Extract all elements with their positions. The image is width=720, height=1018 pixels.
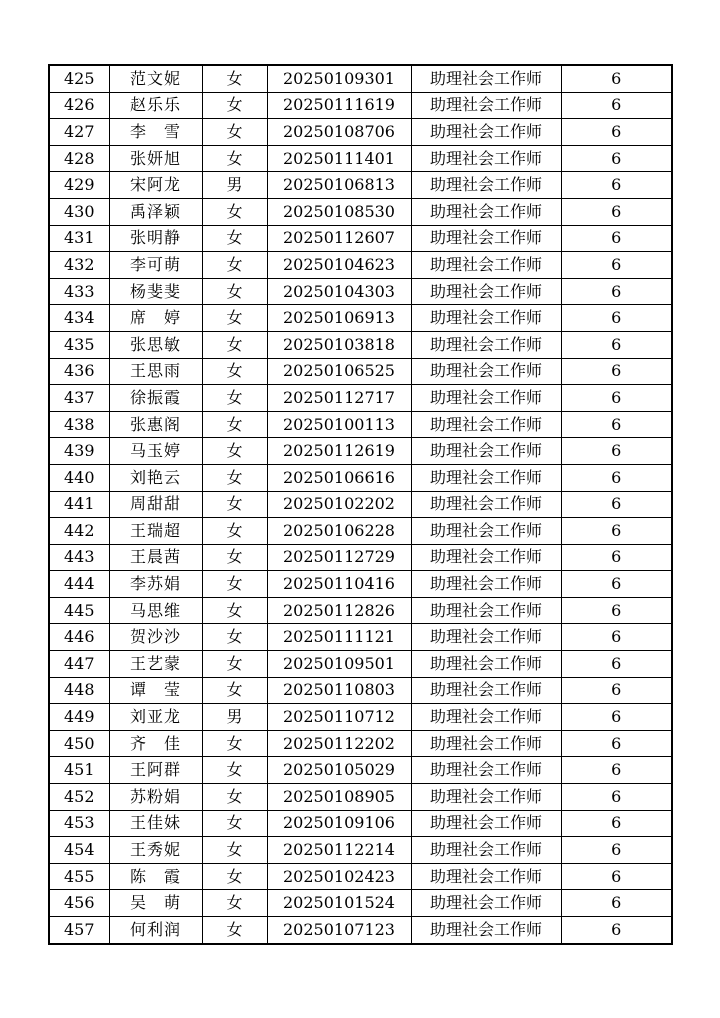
table-row xyxy=(49,571,672,598)
exam-id-cell: 20250106813 xyxy=(267,172,411,199)
row-number-cell: 447 xyxy=(49,651,109,678)
name-cell: 李 雪 xyxy=(109,119,202,146)
exam-id-cell: 20250108530 xyxy=(267,198,411,225)
row-number-cell: 438 xyxy=(49,411,109,438)
name-cell: 吴 萌 xyxy=(109,890,202,917)
exam-id-cell: 20250103818 xyxy=(267,331,411,358)
score-cell: 6 xyxy=(561,544,672,571)
gender-cell: 女 xyxy=(202,518,267,545)
table-row xyxy=(49,730,672,757)
name-cell: 王艺蒙 xyxy=(109,651,202,678)
table-row xyxy=(49,411,672,438)
exam-id-cell: 20250109301 xyxy=(267,65,411,92)
name-cell: 王阿群 xyxy=(109,757,202,784)
gender-cell: 女 xyxy=(202,491,267,518)
qualification-cell: 助理社会工作师 xyxy=(411,438,561,465)
exam-id-cell: 20250106525 xyxy=(267,358,411,385)
score-cell: 6 xyxy=(561,331,672,358)
exam-id-cell: 20250112214 xyxy=(267,837,411,864)
table-row xyxy=(49,544,672,571)
score-cell: 6 xyxy=(561,411,672,438)
score-cell: 6 xyxy=(561,385,672,412)
row-number-cell: 442 xyxy=(49,518,109,545)
exam-id-cell: 20250112619 xyxy=(267,438,411,465)
gender-cell: 女 xyxy=(202,597,267,624)
score-cell: 6 xyxy=(561,784,672,811)
exam-id-cell: 20250111121 xyxy=(267,624,411,651)
table-row xyxy=(49,119,672,146)
score-cell: 6 xyxy=(561,837,672,864)
name-cell: 杨斐斐 xyxy=(109,278,202,305)
table-row xyxy=(49,597,672,624)
row-number-cell: 432 xyxy=(49,252,109,279)
row-number-cell: 446 xyxy=(49,624,109,651)
gender-cell: 女 xyxy=(202,651,267,678)
name-cell: 赵乐乐 xyxy=(109,92,202,119)
row-number-cell: 427 xyxy=(49,119,109,146)
score-cell: 6 xyxy=(561,677,672,704)
table-row xyxy=(49,624,672,651)
table-row xyxy=(49,358,672,385)
name-cell: 马思维 xyxy=(109,597,202,624)
table-row xyxy=(49,890,672,917)
name-cell: 王秀妮 xyxy=(109,837,202,864)
score-cell: 6 xyxy=(561,624,672,651)
qualification-cell: 助理社会工作师 xyxy=(411,464,561,491)
table-row xyxy=(49,65,672,92)
row-number-cell: 457 xyxy=(49,917,109,944)
score-cell: 6 xyxy=(561,491,672,518)
table-row xyxy=(49,651,672,678)
row-number-cell: 437 xyxy=(49,385,109,412)
row-number-cell: 452 xyxy=(49,784,109,811)
table-row xyxy=(49,810,672,837)
qualification-cell: 助理社会工作师 xyxy=(411,411,561,438)
row-number-cell: 444 xyxy=(49,571,109,598)
score-cell: 6 xyxy=(561,438,672,465)
table-row xyxy=(49,172,672,199)
exam-id-cell: 20250112729 xyxy=(267,544,411,571)
qualification-cell: 助理社会工作师 xyxy=(411,784,561,811)
exam-id-cell: 20250106228 xyxy=(267,518,411,545)
score-cell: 6 xyxy=(561,172,672,199)
table-row xyxy=(49,385,672,412)
name-cell: 周甜甜 xyxy=(109,491,202,518)
score-cell: 6 xyxy=(561,518,672,545)
row-number-cell: 439 xyxy=(49,438,109,465)
qualification-cell: 助理社会工作师 xyxy=(411,145,561,172)
score-cell: 6 xyxy=(561,278,672,305)
row-number-cell: 429 xyxy=(49,172,109,199)
name-cell: 贺沙沙 xyxy=(109,624,202,651)
name-cell: 刘亚龙 xyxy=(109,704,202,731)
score-cell: 6 xyxy=(561,305,672,332)
qualification-cell: 助理社会工作师 xyxy=(411,278,561,305)
qualification-cell: 助理社会工作师 xyxy=(411,651,561,678)
table-row xyxy=(49,464,672,491)
qualification-cell: 助理社会工作师 xyxy=(411,331,561,358)
row-number-cell: 449 xyxy=(49,704,109,731)
exam-id-cell: 20250102423 xyxy=(267,863,411,890)
gender-cell: 女 xyxy=(202,358,267,385)
qualification-cell: 助理社会工作师 xyxy=(411,92,561,119)
score-cell: 6 xyxy=(561,464,672,491)
qualification-cell: 助理社会工作师 xyxy=(411,917,561,944)
exam-id-cell: 20250112717 xyxy=(267,385,411,412)
exam-id-cell: 20250108905 xyxy=(267,784,411,811)
exam-id-cell: 20250108706 xyxy=(267,119,411,146)
table-row xyxy=(49,491,672,518)
row-number-cell: 431 xyxy=(49,225,109,252)
name-cell: 刘艳云 xyxy=(109,464,202,491)
qualification-cell: 助理社会工作师 xyxy=(411,837,561,864)
gender-cell: 女 xyxy=(202,464,267,491)
score-cell: 6 xyxy=(561,571,672,598)
score-cell: 6 xyxy=(561,757,672,784)
qualification-cell: 助理社会工作师 xyxy=(411,252,561,279)
qualification-cell: 助理社会工作师 xyxy=(411,544,561,571)
name-cell: 张思敏 xyxy=(109,331,202,358)
gender-cell: 女 xyxy=(202,92,267,119)
score-cell: 6 xyxy=(561,198,672,225)
row-number-cell: 428 xyxy=(49,145,109,172)
exam-id-cell: 20250109501 xyxy=(267,651,411,678)
name-cell: 张妍旭 xyxy=(109,145,202,172)
exam-id-cell: 20250110416 xyxy=(267,571,411,598)
table-row xyxy=(49,917,672,944)
qualification-cell: 助理社会工作师 xyxy=(411,491,561,518)
exam-id-cell: 20250104623 xyxy=(267,252,411,279)
score-cell: 6 xyxy=(561,704,672,731)
gender-cell: 女 xyxy=(202,252,267,279)
name-cell: 王瑞超 xyxy=(109,518,202,545)
gender-cell: 女 xyxy=(202,624,267,651)
row-number-cell: 435 xyxy=(49,331,109,358)
gender-cell: 女 xyxy=(202,119,267,146)
row-number-cell: 451 xyxy=(49,757,109,784)
gender-cell: 女 xyxy=(202,810,267,837)
score-cell: 6 xyxy=(561,651,672,678)
gender-cell: 女 xyxy=(202,278,267,305)
name-cell: 徐振霞 xyxy=(109,385,202,412)
table-row xyxy=(49,331,672,358)
row-number-cell: 436 xyxy=(49,358,109,385)
table-row xyxy=(49,145,672,172)
score-cell: 6 xyxy=(561,890,672,917)
qualification-cell: 助理社会工作师 xyxy=(411,810,561,837)
qualification-cell: 助理社会工作师 xyxy=(411,358,561,385)
gender-cell: 女 xyxy=(202,225,267,252)
gender-cell: 女 xyxy=(202,863,267,890)
row-number-cell: 456 xyxy=(49,890,109,917)
gender-cell: 女 xyxy=(202,730,267,757)
qualification-cell: 助理社会工作师 xyxy=(411,597,561,624)
table-row xyxy=(49,92,672,119)
score-cell: 6 xyxy=(561,917,672,944)
qualification-cell: 助理社会工作师 xyxy=(411,65,561,92)
gender-cell: 男 xyxy=(202,172,267,199)
qualification-cell: 助理社会工作师 xyxy=(411,518,561,545)
score-cell: 6 xyxy=(561,119,672,146)
gender-cell: 女 xyxy=(202,385,267,412)
name-cell: 张明静 xyxy=(109,225,202,252)
score-cell: 6 xyxy=(561,863,672,890)
name-cell: 何利润 xyxy=(109,917,202,944)
gender-cell: 女 xyxy=(202,198,267,225)
name-cell: 马玉婷 xyxy=(109,438,202,465)
row-number-cell: 425 xyxy=(49,65,109,92)
row-number-cell: 426 xyxy=(49,92,109,119)
gender-cell: 女 xyxy=(202,145,267,172)
table-row xyxy=(49,518,672,545)
roster-table xyxy=(48,64,673,945)
qualification-cell: 助理社会工作师 xyxy=(411,757,561,784)
row-number-cell: 445 xyxy=(49,597,109,624)
qualification-cell: 助理社会工作师 xyxy=(411,624,561,651)
table-row xyxy=(49,438,672,465)
qualification-cell: 助理社会工作师 xyxy=(411,305,561,332)
row-number-cell: 454 xyxy=(49,837,109,864)
score-cell: 6 xyxy=(561,597,672,624)
table-row xyxy=(49,198,672,225)
row-number-cell: 453 xyxy=(49,810,109,837)
exam-id-cell: 20250106616 xyxy=(267,464,411,491)
qualification-cell: 助理社会工作师 xyxy=(411,225,561,252)
name-cell: 齐 佳 xyxy=(109,730,202,757)
row-number-cell: 448 xyxy=(49,677,109,704)
row-number-cell: 450 xyxy=(49,730,109,757)
score-cell: 6 xyxy=(561,92,672,119)
table-row xyxy=(49,278,672,305)
gender-cell: 女 xyxy=(202,411,267,438)
table-row xyxy=(49,305,672,332)
table-row xyxy=(49,837,672,864)
qualification-cell: 助理社会工作师 xyxy=(411,890,561,917)
qualification-cell: 助理社会工作师 xyxy=(411,677,561,704)
row-number-cell: 430 xyxy=(49,198,109,225)
gender-cell: 女 xyxy=(202,837,267,864)
exam-id-cell: 20250112607 xyxy=(267,225,411,252)
score-cell: 6 xyxy=(561,252,672,279)
gender-cell: 女 xyxy=(202,544,267,571)
row-number-cell: 443 xyxy=(49,544,109,571)
exam-id-cell: 20250110803 xyxy=(267,677,411,704)
score-cell: 6 xyxy=(561,810,672,837)
roster-body xyxy=(49,65,672,944)
name-cell: 陈 霞 xyxy=(109,863,202,890)
score-cell: 6 xyxy=(561,145,672,172)
qualification-cell: 助理社会工作师 xyxy=(411,730,561,757)
gender-cell: 女 xyxy=(202,784,267,811)
qualification-cell: 助理社会工作师 xyxy=(411,198,561,225)
name-cell: 范文妮 xyxy=(109,65,202,92)
name-cell: 王思雨 xyxy=(109,358,202,385)
gender-cell: 女 xyxy=(202,438,267,465)
exam-id-cell: 20250100113 xyxy=(267,411,411,438)
qualification-cell: 助理社会工作师 xyxy=(411,119,561,146)
exam-id-cell: 20250101524 xyxy=(267,890,411,917)
qualification-cell: 助理社会工作师 xyxy=(411,172,561,199)
table-row xyxy=(49,252,672,279)
name-cell: 李苏娟 xyxy=(109,571,202,598)
table-row xyxy=(49,757,672,784)
gender-cell: 女 xyxy=(202,331,267,358)
qualification-cell: 助理社会工作师 xyxy=(411,863,561,890)
row-number-cell: 440 xyxy=(49,464,109,491)
table-row xyxy=(49,784,672,811)
exam-id-cell: 20250110712 xyxy=(267,704,411,731)
score-cell: 6 xyxy=(561,225,672,252)
gender-cell: 女 xyxy=(202,757,267,784)
exam-id-cell: 20250106913 xyxy=(267,305,411,332)
exam-id-cell: 20250109106 xyxy=(267,810,411,837)
name-cell: 李可萌 xyxy=(109,252,202,279)
exam-id-cell: 20250111619 xyxy=(267,92,411,119)
gender-cell: 女 xyxy=(202,677,267,704)
gender-cell: 女 xyxy=(202,890,267,917)
row-number-cell: 433 xyxy=(49,278,109,305)
table-row xyxy=(49,863,672,890)
table-row xyxy=(49,225,672,252)
row-number-cell: 441 xyxy=(49,491,109,518)
exam-id-cell: 20250112826 xyxy=(267,597,411,624)
score-cell: 6 xyxy=(561,65,672,92)
exam-id-cell: 20250102202 xyxy=(267,491,411,518)
name-cell: 苏粉娟 xyxy=(109,784,202,811)
name-cell: 王佳妹 xyxy=(109,810,202,837)
gender-cell: 男 xyxy=(202,704,267,731)
row-number-cell: 455 xyxy=(49,863,109,890)
name-cell: 王晨茜 xyxy=(109,544,202,571)
table-row xyxy=(49,704,672,731)
row-number-cell: 434 xyxy=(49,305,109,332)
name-cell: 禹泽颖 xyxy=(109,198,202,225)
gender-cell: 女 xyxy=(202,65,267,92)
table-row xyxy=(49,677,672,704)
name-cell: 张惠阁 xyxy=(109,411,202,438)
score-cell: 6 xyxy=(561,730,672,757)
name-cell: 宋阿龙 xyxy=(109,172,202,199)
name-cell: 谭 莹 xyxy=(109,677,202,704)
name-cell: 席 婷 xyxy=(109,305,202,332)
exam-id-cell: 20250107123 xyxy=(267,917,411,944)
exam-id-cell: 20250104303 xyxy=(267,278,411,305)
qualification-cell: 助理社会工作师 xyxy=(411,571,561,598)
qualification-cell: 助理社会工作师 xyxy=(411,704,561,731)
exam-id-cell: 20250112202 xyxy=(267,730,411,757)
qualification-cell: 助理社会工作师 xyxy=(411,385,561,412)
gender-cell: 女 xyxy=(202,917,267,944)
gender-cell: 女 xyxy=(202,305,267,332)
score-cell: 6 xyxy=(561,358,672,385)
exam-id-cell: 20250105029 xyxy=(267,757,411,784)
gender-cell: 女 xyxy=(202,571,267,598)
exam-id-cell: 20250111401 xyxy=(267,145,411,172)
